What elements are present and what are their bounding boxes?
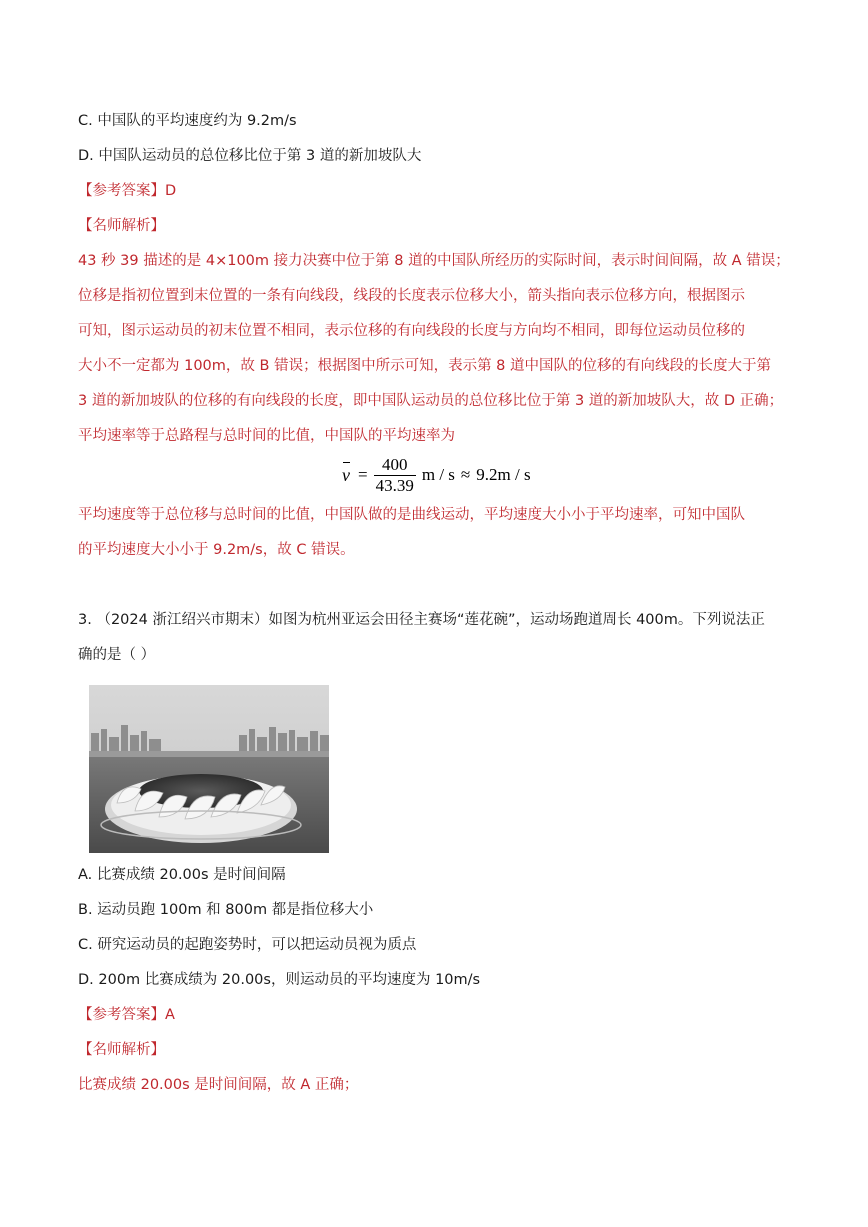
formula-result: 9.2m / s [476,465,531,484]
analysis-line: 比赛成绩 20.00s 是时间间隔，故 A 正确； [78,1077,359,1093]
stadium-photo [89,685,329,853]
option-c-prev: C. 中国队的平均速度约为 9.2m/s [78,113,297,129]
analysis-line: 大小不一定都为 100m，故 B 错误；根据图中所示可知，表示第 8 道中国队的位移的有向线段的长度大于第 [78,358,772,374]
formula-symbol: v [342,465,350,486]
option-d: D. 200m 比赛成绩为 20.00s，则运动员的平均速度为 10m/s [78,972,481,988]
option-c: C. 研究运动员的起跑姿势时，可以把运动员视为质点 [78,937,417,953]
option-a: A. 比赛成绩 20.00s 是时间间隔 [78,867,286,883]
analysis-line: 位移是指初位置到末位置的一条有向线段，线段的长度表示位移大小，箭头指向表示位移方向，根据图示 [78,288,745,304]
formula-equals: = [358,465,368,484]
formula-unit: m / s [421,465,455,484]
analysis-line: 可知，图示运动员的初末位置不相同，表示位移的有向线段的长度与方向均不相同，即每位运动员位移的 [78,323,745,339]
question-3-stem: 3. （2024 浙江绍兴市期末）如图为杭州亚运会田径主赛场“莲花碗”，运动场跑道周长 400m。下列说法正 [78,612,765,628]
analysis-line: 的平均速度大小小于 9.2m/s，故 C 错误。 [78,542,355,558]
formula-approx: ≈ [460,465,471,484]
formula-fraction [374,455,416,496]
answer-label: 【参考答案】A [78,1007,175,1023]
analysis-line: 43 秒 39 描述的是 4×100m 接力决赛中位于第 8 道的中国队所经历的实际时间，表示时间间隔，故 A 错误； [78,253,790,269]
analysis-label: 【名师解析】 [78,1042,165,1058]
question-3-stem-cont: 确的是（ ） [78,647,156,663]
analysis-label: 【名师解析】 [78,218,165,234]
answer-label: 【参考答案】D [78,183,177,199]
analysis-line: 平均速度等于总位移与总时间的比值，中国队做的是曲线运动，平均速度大小小于平均速率，可知中国队 [78,507,745,523]
formula-denominator: 43.39 [375,475,414,495]
analysis-line: 平均速率等于总路程与总时间的比值，中国队的平均速率为 [78,428,455,444]
formula-numerator: 400 [381,454,408,474]
analysis-line: 3 道的新加坡队的位移的有向线段的长度，即中国队运动员的总位移比位于第 3 道的新加坡队大，故 D 正确； [78,393,784,409]
option-b: B. 运动员跑 100m 和 800m 都是指位移大小 [78,902,374,918]
average-speed-formula [342,452,531,498]
option-d-prev: D. 中国队运动员的总位移比位于第 3 道的新加坡队大 [78,148,422,164]
